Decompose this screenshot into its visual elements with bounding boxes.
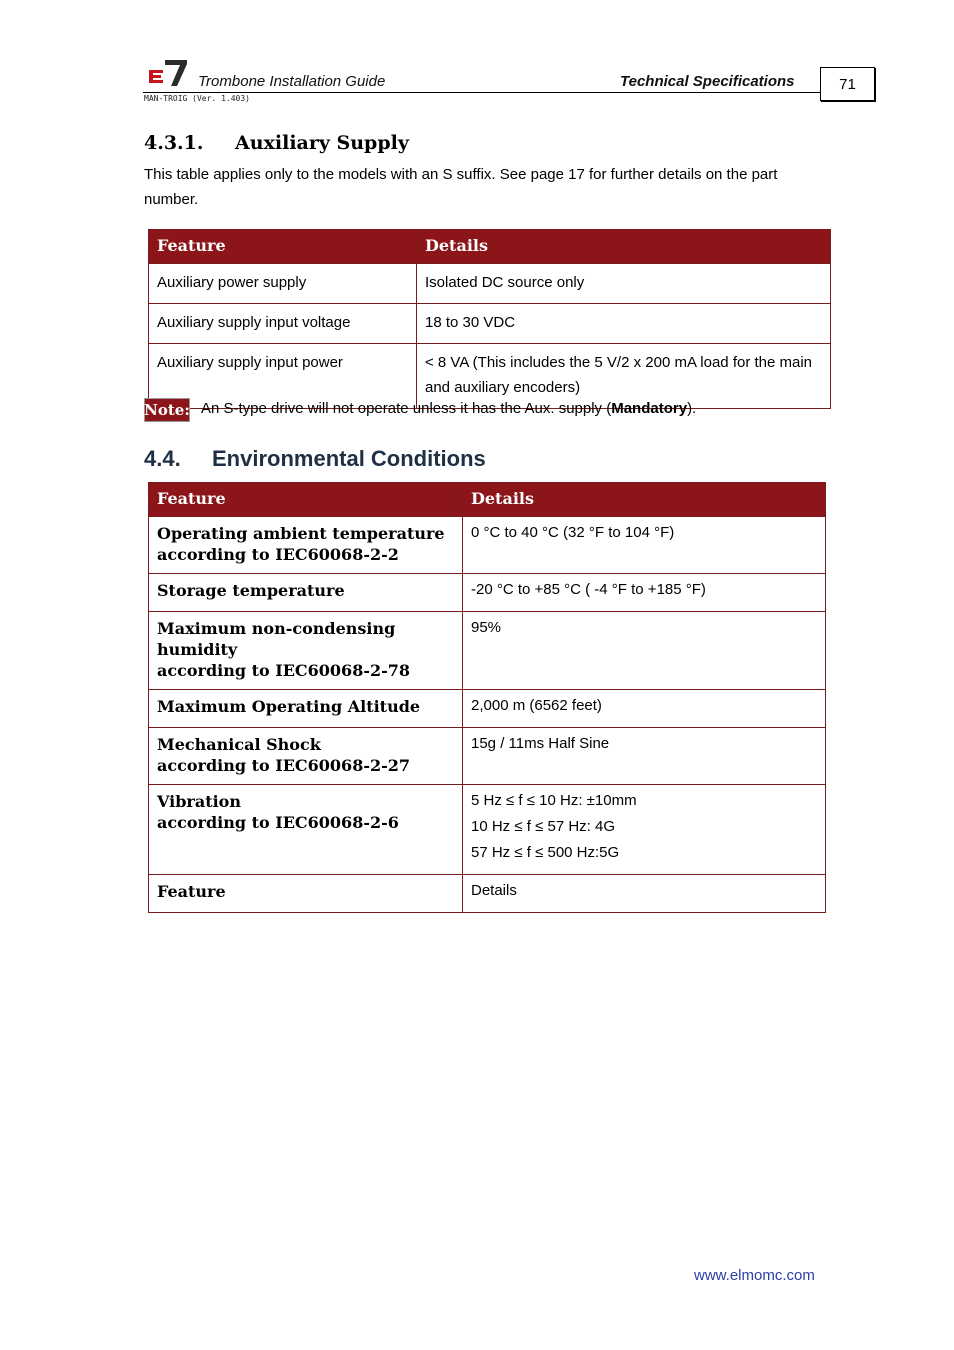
- table-row: [149, 304, 831, 344]
- note-text: [201, 400, 696, 417]
- subsection-number: 4.3.1.: [144, 132, 204, 154]
- environmental-conditions-table: [148, 482, 826, 913]
- note-text-end: ).: [687, 400, 697, 417]
- details-cell: < 8 VA (This includes the 5 V/2 x 200 mA load for the main and auxiliary encoders): [417, 344, 831, 409]
- details-cell: [463, 690, 826, 728]
- details-cell: [463, 574, 826, 612]
- table-row: [149, 517, 826, 574]
- details-line: 15g / 11ms Half Sine: [471, 735, 610, 752]
- details-line: 0 °C to 40 °C (32 °F to 104 °F): [471, 524, 675, 541]
- details-line: 57 Hz ≤ f ≤ 500 Hz:5G: [471, 844, 620, 861]
- section-number: 4.4.: [144, 446, 181, 471]
- website-link[interactable]: www.elmomc.com: [694, 1267, 815, 1284]
- section-heading-title: Environmental Conditions: [212, 446, 486, 471]
- table-row: [149, 690, 826, 728]
- feature-line: according to IEC60068-2-27: [157, 756, 410, 775]
- details-line: 5 Hz ≤ f ≤ 10 Hz: ±10mm: [471, 792, 637, 809]
- feature-cell: [149, 785, 463, 875]
- feature-cell: [149, 690, 463, 728]
- feature-cell: Auxiliary supply input voltage: [149, 304, 417, 344]
- note-text-start: An S-type drive will not operate unless it has the Aux. supply (: [201, 400, 612, 417]
- details-cell: 18 to 30 VDC: [417, 304, 831, 344]
- feature-line: according to IEC60068-2-6: [157, 813, 399, 832]
- table-header-row: [149, 483, 826, 517]
- table-row: [149, 785, 826, 875]
- note-label: Note:: [144, 398, 190, 422]
- table-row: [149, 728, 826, 785]
- feature-cell: Auxiliary power supply: [149, 264, 417, 304]
- table-row: [149, 344, 831, 409]
- section-title: Technical Specifications: [620, 73, 795, 90]
- details-line: Details: [471, 882, 517, 899]
- table-row: [149, 875, 826, 913]
- note-text-emphasis: Mandatory: [611, 400, 688, 417]
- details-line: 10 Hz ≤ f ≤ 57 Hz: 4G: [471, 818, 616, 835]
- feature-line: according to IEC60068-2-78: [157, 661, 410, 680]
- feature-cell: Auxiliary supply input power: [149, 344, 417, 409]
- feature-cell: [149, 612, 463, 690]
- column-header-details: Details: [463, 483, 826, 517]
- details-cell: Isolated DC source only: [417, 264, 831, 304]
- feature-cell: [149, 728, 463, 785]
- details-line: 2,000 m (6562 feet): [471, 697, 602, 714]
- details-cell: [463, 728, 826, 785]
- section-heading: [144, 446, 486, 472]
- details-cell: [463, 517, 826, 574]
- table-header-row: [149, 230, 831, 264]
- details-cell: [463, 875, 826, 913]
- document-code: MAN-TROIG (Ver. 1.403): [144, 94, 250, 103]
- header-rule: [143, 92, 820, 93]
- intro-paragraph: This table applies only to the models with an S suffix. See page 17 for further details on the part number.: [144, 166, 778, 208]
- details-line: 95%: [471, 619, 502, 636]
- feature-line: Maximum non-condensing humidity: [157, 619, 396, 659]
- feature-cell: [149, 574, 463, 612]
- page-number: 71: [820, 67, 875, 101]
- column-header-feature: Feature: [149, 230, 417, 264]
- elmo-logo-icon: [147, 58, 189, 88]
- feature-line: Storage temperature: [157, 581, 345, 600]
- feature-line: Operating ambient temperature: [157, 524, 445, 543]
- table-row: [149, 574, 826, 612]
- document-title: Trombone Installation Guide: [198, 73, 386, 90]
- auxiliary-supply-table: [148, 229, 831, 409]
- feature-line: according to IEC60068-2-2: [157, 545, 399, 564]
- feature-line: Vibration: [157, 792, 241, 811]
- feature-line: Maximum Operating Altitude: [157, 697, 421, 716]
- details-cell: [463, 785, 826, 875]
- feature-line: Feature: [157, 882, 226, 901]
- subsection-heading: [144, 132, 409, 154]
- table-row: [149, 612, 826, 690]
- table-row: [149, 264, 831, 304]
- feature-cell: [149, 875, 463, 913]
- details-line: -20 °C to +85 °C ( -4 °F to +185 °F): [471, 581, 706, 598]
- feature-cell: [149, 517, 463, 574]
- column-header-feature: Feature: [149, 483, 463, 517]
- details-cell: [463, 612, 826, 690]
- feature-line: Mechanical Shock: [157, 735, 321, 754]
- column-header-details: Details: [417, 230, 831, 264]
- subsection-title: Auxiliary Supply: [235, 132, 409, 154]
